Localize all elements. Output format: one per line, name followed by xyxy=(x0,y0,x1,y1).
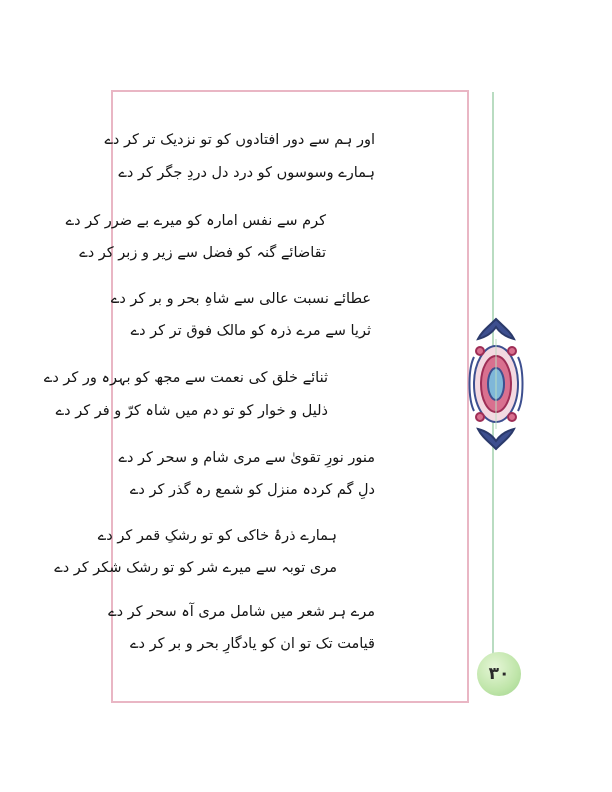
poem-line-1: اور ہم سے دور افتادوں کو تو نزدیک تر کر دے xyxy=(104,132,375,148)
poem-line-4: تقاضائے گنہ کو فضل سے زیر و زبر کر دے xyxy=(79,245,326,261)
poem-line-6: ثریا سے مرے ذرہ کو مالک فوق تر کر دے xyxy=(130,323,371,339)
page-number: ۳۰ xyxy=(488,664,510,684)
poem-line-9: منور نورِ تقویٰ سے مری شام و سحر کر دے xyxy=(118,450,375,466)
poem-line-14: قیامت تک تو ان کو یادگارِ بحر و بر کر دے xyxy=(130,636,375,652)
page-number-badge xyxy=(477,652,521,696)
poem-line-12: مری توبہ سے میرے شر کو تو رشک شکر کر دے xyxy=(54,560,337,576)
poem-line-7: ثنائے خلق کی نعمت سے مجھ کو بہرہ ور کر دے xyxy=(43,370,328,386)
floral-ornament-icon xyxy=(468,317,524,451)
poem-line-2: ہمارے وسوسوں کو درد دل دردِ جگر کر دے xyxy=(118,165,375,181)
poem-line-5: عطائے نسبت عالی سے شاہِ بحر و بر کر دے xyxy=(110,291,371,307)
poem-body xyxy=(43,90,469,703)
poem-line-13: مرے ہر شعر میں شامل مری آہ سحر کر دے xyxy=(108,604,375,620)
poem-line-3: کرم سے نفس امارہ کو میرے بے ضرر کر دے xyxy=(65,213,326,229)
poem-line-11: ہمارے ذرۂ خاکی کو تو رشکِ قمر کر دے xyxy=(97,528,337,544)
poem-line-10: دلِ گم کردہ منزل کو شمع رہ گذر کر دے xyxy=(129,482,375,498)
poem-line-8: ذلیل و خوار کو تو دم میں شاہ کرّ و فر کر دے xyxy=(55,403,328,419)
